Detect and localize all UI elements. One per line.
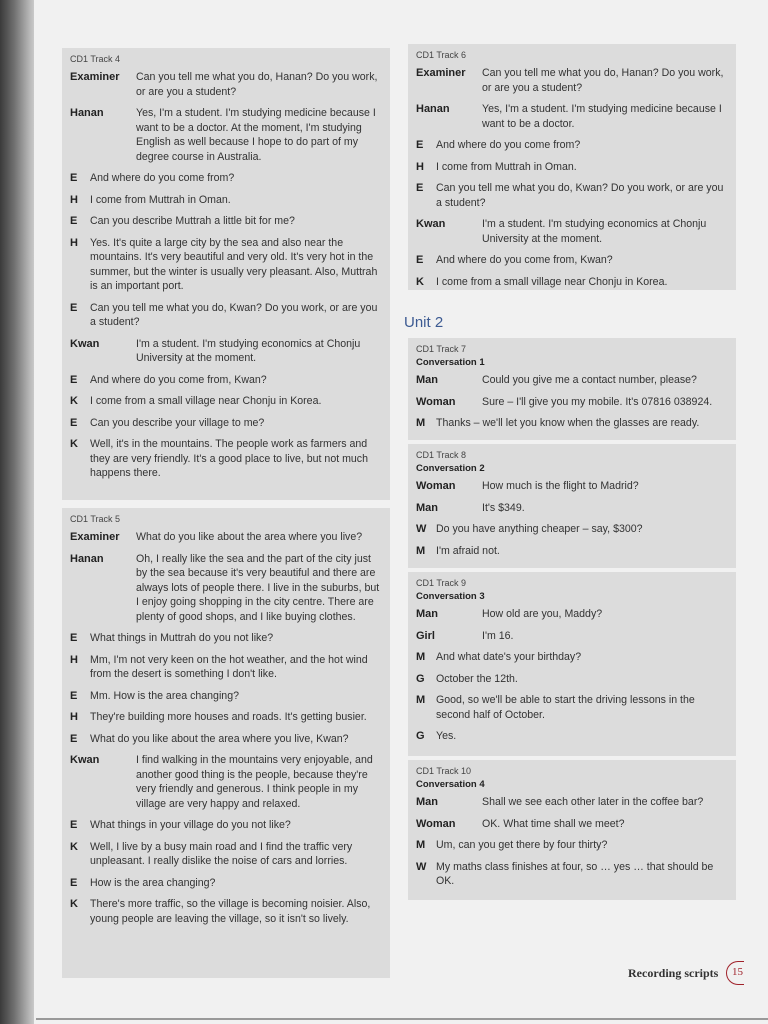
speaker-label: Woman xyxy=(416,395,456,408)
speaker-label: E xyxy=(70,732,78,745)
dialogue-text: Can you tell me what you do, Hanan? Do you work, or are you a student? xyxy=(136,71,378,98)
dialogue-text: OK. What time shall we meet? xyxy=(482,817,625,830)
dialogue-text: Thanks – we'll let you know when the glasses are ready. xyxy=(436,417,700,429)
speaker-label: E xyxy=(70,416,78,429)
speaker-label: K xyxy=(70,840,78,853)
conversation-title: Conversation 2 xyxy=(416,463,485,474)
dialogue-line xyxy=(70,818,382,833)
track-label: CD1 Track 6 xyxy=(416,50,467,60)
speaker-label: E xyxy=(416,182,424,194)
dialogue-text: Shall we see each other later in the coffee bar? xyxy=(482,796,704,808)
speaker-label: Man xyxy=(416,608,438,620)
speaker-label: Woman xyxy=(416,817,456,830)
dialogue-line xyxy=(70,710,382,725)
speaker-label: Man xyxy=(416,796,438,808)
dialogue-line xyxy=(416,729,728,744)
dialogue-text: And where do you come from, Kwan? xyxy=(436,254,613,266)
footer-label: Recording scripts xyxy=(628,966,719,980)
dialogue-line xyxy=(416,138,728,153)
dialogue-text: It's $349. xyxy=(482,501,525,514)
dialogue-text: Um, can you get there by four thirty? xyxy=(436,839,608,851)
dialogue-text: I'm a student. I'm studying economics at Chonju University at the moment. xyxy=(136,337,361,364)
dialogue-line xyxy=(416,416,728,431)
dialogue-line xyxy=(70,171,382,186)
dialogue-line xyxy=(416,544,728,559)
dialogue-line xyxy=(70,337,382,366)
dialogue-line xyxy=(70,373,382,388)
dialogue-line xyxy=(70,631,382,646)
dialogue-text: Oh, I really like the sea and the part of the city just by the sea because it's very beautiful and there are always lots of people there. I live in the suburbs, but I enjoy going shopping in the city centre. There are plenty of good shops, and I like buying clothes. xyxy=(136,552,380,623)
dialogue-text: Can you tell me what you do, Kwan? Do you work, or are you a student? xyxy=(90,301,378,328)
track-4-box xyxy=(62,48,390,500)
speaker-label: E xyxy=(70,632,78,644)
track-8-box xyxy=(408,444,736,568)
dialogue-line xyxy=(70,394,382,409)
track-5-box xyxy=(62,508,390,978)
dialogue-text: What things in Muttrah do you not like? xyxy=(90,632,274,644)
dialogue-line xyxy=(416,672,728,687)
speaker-label: Kwan xyxy=(70,337,100,350)
dialogue-line xyxy=(416,479,728,494)
track-label: CD1 Track 10 xyxy=(416,766,472,776)
dialogue-line xyxy=(416,181,728,210)
track-10-box xyxy=(408,760,736,900)
dialogue-line xyxy=(70,653,382,682)
speaker-label: M xyxy=(416,651,426,663)
dialogue-line xyxy=(416,102,728,131)
speaker-label: W xyxy=(416,860,427,873)
track-label: CD1 Track 9 xyxy=(416,578,467,588)
dialogue-line xyxy=(416,253,728,268)
dialogue-line xyxy=(70,753,382,811)
speaker-label: Kwan xyxy=(70,754,100,766)
dialogue-line xyxy=(416,395,728,410)
speaker-label: H xyxy=(70,653,78,666)
track-label: CD1 Track 5 xyxy=(70,514,121,524)
speaker-label: M xyxy=(416,839,426,851)
dialogue-line xyxy=(70,301,382,330)
dialogue-line xyxy=(416,838,728,853)
dialogue-text: And where do you come from, Kwan? xyxy=(90,373,267,386)
dialogue-line xyxy=(416,650,728,665)
speaker-label: E xyxy=(70,373,78,386)
dialogue-line xyxy=(416,795,728,810)
track-label: CD1 Track 8 xyxy=(416,450,467,460)
dialogue-line xyxy=(70,106,382,164)
speaker-label: Examiner xyxy=(70,531,120,543)
dialogue-text: Can you tell me what you do, Kwan? Do you work, or are you a student? xyxy=(436,182,724,209)
track-label: CD1 Track 4 xyxy=(70,54,121,64)
dialogue-text: There's more traffic, so the village is becoming noisier. Also, young people are leaving the village, so it isn't so lively. xyxy=(90,898,371,925)
dialogue-line xyxy=(416,501,728,516)
track-9-box xyxy=(408,572,736,756)
speaker-label: E xyxy=(416,254,424,266)
speaker-label: E xyxy=(70,689,78,702)
speaker-label: Kwan xyxy=(416,218,446,230)
speaker-label: K xyxy=(70,438,78,450)
speaker-label: M xyxy=(416,417,426,429)
speaker-label: H xyxy=(416,160,424,173)
speaker-label: E xyxy=(70,301,78,314)
track-7-box xyxy=(408,338,736,440)
speaker-label: M xyxy=(416,694,426,706)
speaker-label: Man xyxy=(416,501,438,514)
speaker-label: H xyxy=(70,236,78,249)
dialogue-text: I'm 16. xyxy=(482,629,514,642)
dialogue-text: I find walking in the mountains very enjoyable, and another good thing is the people, because they're very friendly and generous. I think people in my village are very happy and relaxed. xyxy=(136,754,373,810)
speaker-label: E xyxy=(70,172,78,184)
dialogue-line xyxy=(416,217,728,246)
speaker-label: Examiner xyxy=(70,71,120,83)
dialogue-line xyxy=(70,437,382,481)
speaker-label: Woman xyxy=(416,480,456,492)
dialogue-line xyxy=(70,70,382,99)
dialogue-line xyxy=(416,693,728,722)
dialogue-text: Can you describe your village to me? xyxy=(90,416,265,429)
dialogue-text: Sure – I'll give you my mobile. It's 07816 038924. xyxy=(482,395,713,408)
dialogue-text: I come from Muttrah in Oman. xyxy=(90,193,231,206)
dialogue-line xyxy=(70,552,382,625)
dialogue-text: How is the area changing? xyxy=(90,876,216,889)
speaker-label: K xyxy=(70,395,78,407)
speaker-label: Man xyxy=(416,374,438,386)
dialogue-text: What do you like about the area where you live, Kwan? xyxy=(90,732,349,745)
dialogue-text: I come from a small village near Chonju in Korea. xyxy=(90,395,322,407)
dialogue-text: I'm afraid not. xyxy=(436,544,500,557)
dialogue-text: Can you tell me what you do, Hanan? Do you work, or are you a student? xyxy=(482,67,724,94)
dialogue-line xyxy=(70,897,382,926)
dialogue-text: How much is the flight to Madrid? xyxy=(482,480,639,492)
speaker-label: Examiner xyxy=(416,67,466,79)
dialogue-text: Could you give me a contact number, please? xyxy=(482,374,697,386)
dialogue-line xyxy=(416,160,728,175)
dialogue-line xyxy=(416,817,728,832)
dialogue-text: Yes. xyxy=(436,730,457,742)
page-number: 15 xyxy=(726,961,744,985)
speaker-label: K xyxy=(70,898,78,910)
speaker-label: Hanan xyxy=(70,552,104,565)
speaker-label: Girl xyxy=(416,629,435,642)
bottom-rule xyxy=(36,1018,768,1020)
dialogue-line xyxy=(416,607,728,622)
dialogue-text: Yes, I'm a student. I'm studying medicine because I want to be a doctor. At the moment, I'm studying English as well because I hope to do part of my degree course in Australia. xyxy=(136,107,376,163)
dialogue-line xyxy=(70,193,382,208)
speaker-label: G xyxy=(416,730,425,742)
conversation-title: Conversation 3 xyxy=(416,591,485,602)
speaker-label: E xyxy=(70,215,78,227)
dialogue-text: Well, I live by a busy main road and I find the traffic very unpleasant. I really dislike the noise of cars and lorries. xyxy=(90,840,353,867)
dialogue-text: What things in your village do you not like? xyxy=(90,819,291,831)
dialogue-text: Yes. It's quite a large city by the sea and also near the mountains. It's very beautiful and very old. It's very hot in the summer, but the winter is usually very pleasant. Also, Muttrah is an important port. xyxy=(90,236,378,292)
dialogue-text: And where do you come from? xyxy=(436,139,581,151)
dialogue-text: October the 12th. xyxy=(436,672,518,685)
dialogue-text: And what date's your birthday? xyxy=(436,651,582,663)
unit-title: Unit 2 xyxy=(404,314,444,331)
dialogue-text: Mm, I'm not very keen on the hot weather, and the hot wind from the desert is something I don't like. xyxy=(90,653,368,680)
conversation-title: Conversation 4 xyxy=(416,779,485,790)
dialogue-text: Good, so we'll be able to start the driving lessons in the second half of October. xyxy=(436,694,695,721)
dialogue-text: Well, it's in the mountains. The people work as farmers and they are very friendly. It's a good place to live, but not much happens there. xyxy=(90,438,368,479)
dialogue-line xyxy=(70,840,382,869)
speaker-label: Hanan xyxy=(70,107,104,119)
dialogue-text: Do you have anything cheaper – say, $300? xyxy=(436,523,643,535)
speaker-label: G xyxy=(416,672,425,685)
dialogue-line xyxy=(70,530,382,545)
dialogue-text: My maths class finishes at four, so … yes … that should be OK. xyxy=(436,860,714,887)
dialogue-text: I'm a student. I'm studying economics at Chonju University at the moment. xyxy=(482,218,707,245)
dialogue-line xyxy=(70,689,382,704)
speaker-label: Hanan xyxy=(416,103,450,115)
dialogue-text: They're building more houses and roads. It's getting busier. xyxy=(90,711,367,723)
dialogue-text: How old are you, Maddy? xyxy=(482,608,603,620)
dialogue-text: I come from a small village near Chonju in Korea. xyxy=(436,275,668,288)
speaker-label: W xyxy=(416,523,427,535)
dialogue-line xyxy=(416,66,728,95)
dialogue-line xyxy=(416,275,728,290)
conversation-title: Conversation 1 xyxy=(416,357,485,368)
dialogue-line xyxy=(416,629,728,644)
speaker-label: E xyxy=(70,819,78,831)
dialogue-line xyxy=(70,876,382,891)
speaker-label: H xyxy=(70,193,78,206)
speaker-label: E xyxy=(416,139,424,151)
dialogue-line xyxy=(70,236,382,294)
dialogue-text: What do you like about the area where you live? xyxy=(136,531,363,543)
dialogue-line xyxy=(416,522,728,537)
speaker-label: H xyxy=(70,711,78,723)
dialogue-text: And where do you come from? xyxy=(90,172,235,184)
dialogue-line xyxy=(416,860,728,889)
dialogue-text: Mm. How is the area changing? xyxy=(90,689,239,702)
dialogue-line xyxy=(70,732,382,747)
dialogue-text: Can you describe Muttrah a little bit for me? xyxy=(90,215,295,227)
speaker-label: K xyxy=(416,275,424,288)
dialogue-line xyxy=(70,416,382,431)
dialogue-line xyxy=(70,214,382,229)
track-6-box xyxy=(408,44,736,290)
dialogue-text: Yes, I'm a student. I'm studying medicine because I want to be a doctor. xyxy=(482,103,722,130)
dialogue-text: I come from Muttrah in Oman. xyxy=(436,160,577,173)
speaker-label: E xyxy=(70,876,78,889)
track-label: CD1 Track 7 xyxy=(416,344,467,354)
dialogue-line xyxy=(416,373,728,388)
speaker-label: M xyxy=(416,544,426,557)
